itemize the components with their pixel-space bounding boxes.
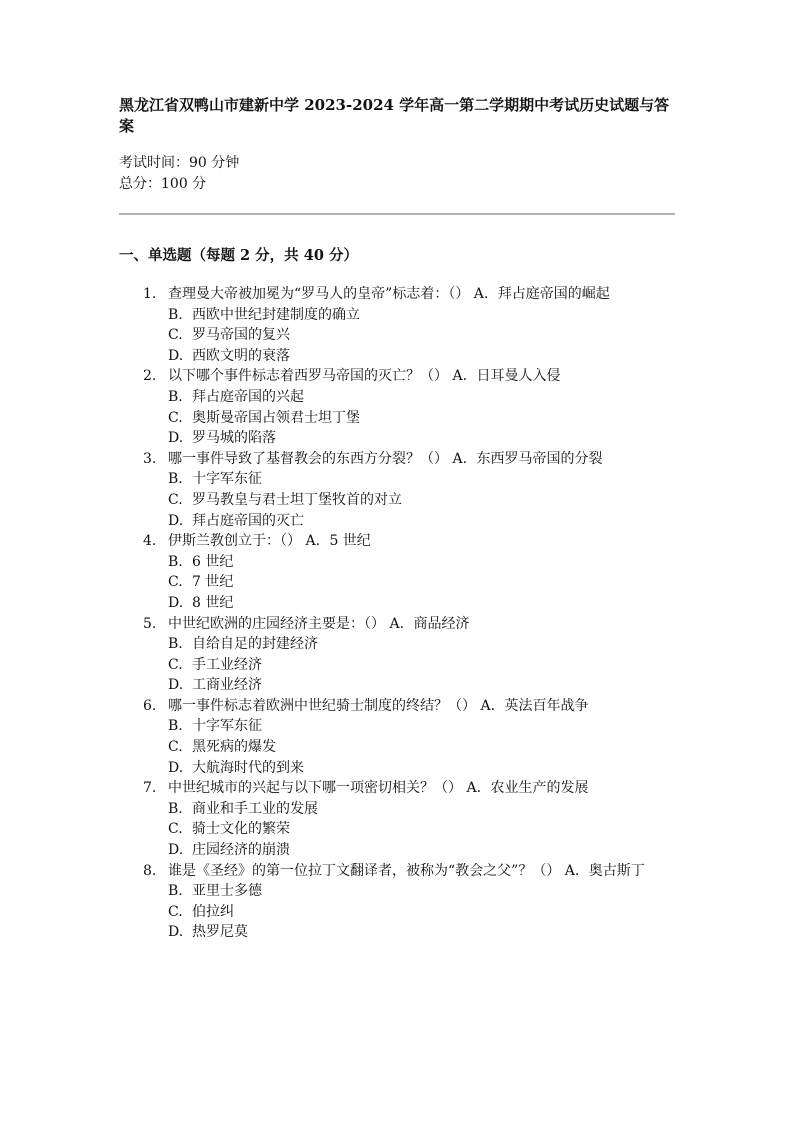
option-text: 骑士文化的繁荣 [192,821,290,838]
option-d [168,922,679,943]
question-6 [119,696,679,778]
option-letter: A. [305,533,321,550]
option-a [305,533,370,549]
option-c [168,737,679,758]
option-d [168,511,679,532]
option-a [466,780,588,796]
option-letter: C. [168,574,183,591]
option-letter: A. [466,780,482,797]
option-text: 奥斯曼帝国占领君士坦丁堡 [192,409,360,426]
option-letter: C. [168,821,183,838]
option-d [168,428,679,449]
option-text: 黑死病的爆发 [192,739,276,756]
question-number: 1. [143,286,157,302]
option-text: 大航海时代的到来 [192,759,304,776]
option-text: 5 世纪 [329,533,371,550]
option-text: 罗马帝国的复兴 [192,327,290,344]
option-letter: B. [168,800,183,817]
option-letter: C. [168,491,183,508]
option-letter: B. [168,718,183,735]
option-c [168,325,679,346]
option-letter: D. [168,924,184,941]
question-1 [119,284,679,366]
option-letter: C. [168,327,183,344]
option-text: 自给自足的封建经济 [192,636,318,653]
option-b [168,387,679,408]
option-letter: A. [564,862,580,879]
option-text: 奥古斯丁 [588,862,645,879]
option-letter: D. [168,430,184,447]
question-stem: 哪一事件标志着欧洲中世纪骑士制度的终结？（） [168,697,476,714]
exam-meta [119,153,679,195]
option-letter: C. [168,409,183,426]
option-b [168,634,679,655]
option-letter: A. [389,615,405,632]
section-title: 一、单选题（每题 2 分，共 40 分） [119,247,358,264]
option-text: 罗马教皇与君士坦丁堡牧首的对立 [192,491,402,508]
question-8 [119,861,679,943]
option-text: 商业和手工业的发展 [192,800,318,817]
option-c [168,655,679,676]
question-stem: 谁是《圣经》的第一位拉丁文翻译者，被称为“教会之父”？（） [168,862,561,879]
option-c [168,408,679,429]
question-number: 7. [143,780,157,797]
option-letter: A. [480,697,496,714]
question-3 [119,449,679,531]
option-a [480,698,588,714]
option-d [168,593,679,614]
question-2 [119,366,679,448]
option-d [168,758,679,779]
question-list [119,284,679,943]
option-letter: C. [168,903,183,920]
question-stem: 查理曼大帝被加冕为“罗马人的皇帝”标志着：（） [168,286,470,302]
option-letter: D. [168,759,184,776]
option-text: 东西罗马帝国的分裂 [476,450,603,467]
option-text: 庄园经济的崩溃 [192,842,290,859]
option-c [168,819,679,840]
option-text: 7 世纪 [192,574,234,591]
option-letter: C. [168,739,183,756]
option-text: 商品经济 [413,615,470,632]
option-a [389,616,469,632]
option-text: 十字军东征 [192,718,262,735]
option-letter: D. [168,677,184,694]
option-text: 罗马城的陷落 [192,430,276,447]
option-text: 英法百年战争 [504,697,589,714]
option-c [168,490,679,511]
option-text: 拜占庭帝国的兴起 [192,388,304,405]
option-text: 日耳曼人入侵 [476,368,561,385]
option-letter: B. [168,306,183,323]
option-text: 拜占庭帝国的崛起 [497,286,610,302]
question-stem: 以下哪个事件标志着西罗马帝国的灭亡？（） [168,368,448,385]
question-stem: 伊斯兰教创立于：（） [168,533,301,550]
option-d [168,840,679,861]
option-text: 亚里士多德 [192,883,262,900]
option-c [168,572,679,593]
option-letter: B. [168,636,183,653]
total-score: 总分：100 分 [119,176,207,192]
option-b [168,552,679,573]
document-title: 黑龙江省双鸭山市建新中学 2023-2024 学年高一第二学期期中考试历史试题与答案 [119,96,670,135]
option-text: 西欧文明的衰落 [192,347,290,364]
option-a [452,451,602,467]
question-stem: 哪一事件导致了基督教会的东西方分裂？（） [168,450,448,467]
option-d [168,675,679,696]
option-letter: B. [168,883,183,900]
option-text: 手工业经济 [192,656,262,673]
option-text: 十字军东征 [192,471,262,488]
option-letter: D. [168,347,184,364]
option-d [168,346,679,367]
question-5 [119,614,679,696]
option-b [168,469,679,490]
option-text: 6 世纪 [192,553,234,570]
question-number: 4. [143,533,157,550]
option-b [168,799,679,820]
question-number: 5. [143,615,157,632]
question-number: 3. [143,450,157,467]
option-text: 西欧中世纪封建制度的确立 [192,306,360,323]
document-page [119,95,679,943]
option-letter: A. [452,368,468,385]
option-letter: B. [168,471,183,488]
question-stem: 中世纪城市的兴起与以下哪一项密切相关？（） [168,780,462,797]
option-text: 拜占庭帝国的灭亡 [192,512,304,529]
question-7 [119,778,679,860]
option-text: 工商业经济 [192,677,262,694]
option-letter: A. [473,286,489,302]
option-letter: C. [168,656,183,673]
option-text: 伯拉纠 [192,903,234,920]
option-b [168,305,679,326]
exam-time: 考试时间：90 分钟 [119,155,240,171]
option-letter: B. [168,388,183,405]
divider [119,213,675,215]
question-4 [119,531,679,613]
option-text: 热罗尼莫 [192,924,248,941]
option-a [452,368,560,384]
question-stem: 中世纪欧洲的庄园经济主要是：（） [168,615,385,632]
option-text: 8 世纪 [192,594,234,611]
option-c [168,902,679,923]
question-number: 6. [143,697,157,714]
option-letter: B. [168,553,183,570]
option-b [168,881,679,902]
option-b [168,716,679,737]
option-a [565,863,645,879]
option-letter: D. [168,594,184,611]
option-letter: D. [168,842,184,859]
question-number: 2. [143,368,157,385]
option-letter: D. [168,512,184,529]
question-number: 8. [143,862,157,879]
option-letter: A. [452,450,468,467]
option-a [474,286,610,302]
option-text: 农业生产的发展 [490,780,589,797]
